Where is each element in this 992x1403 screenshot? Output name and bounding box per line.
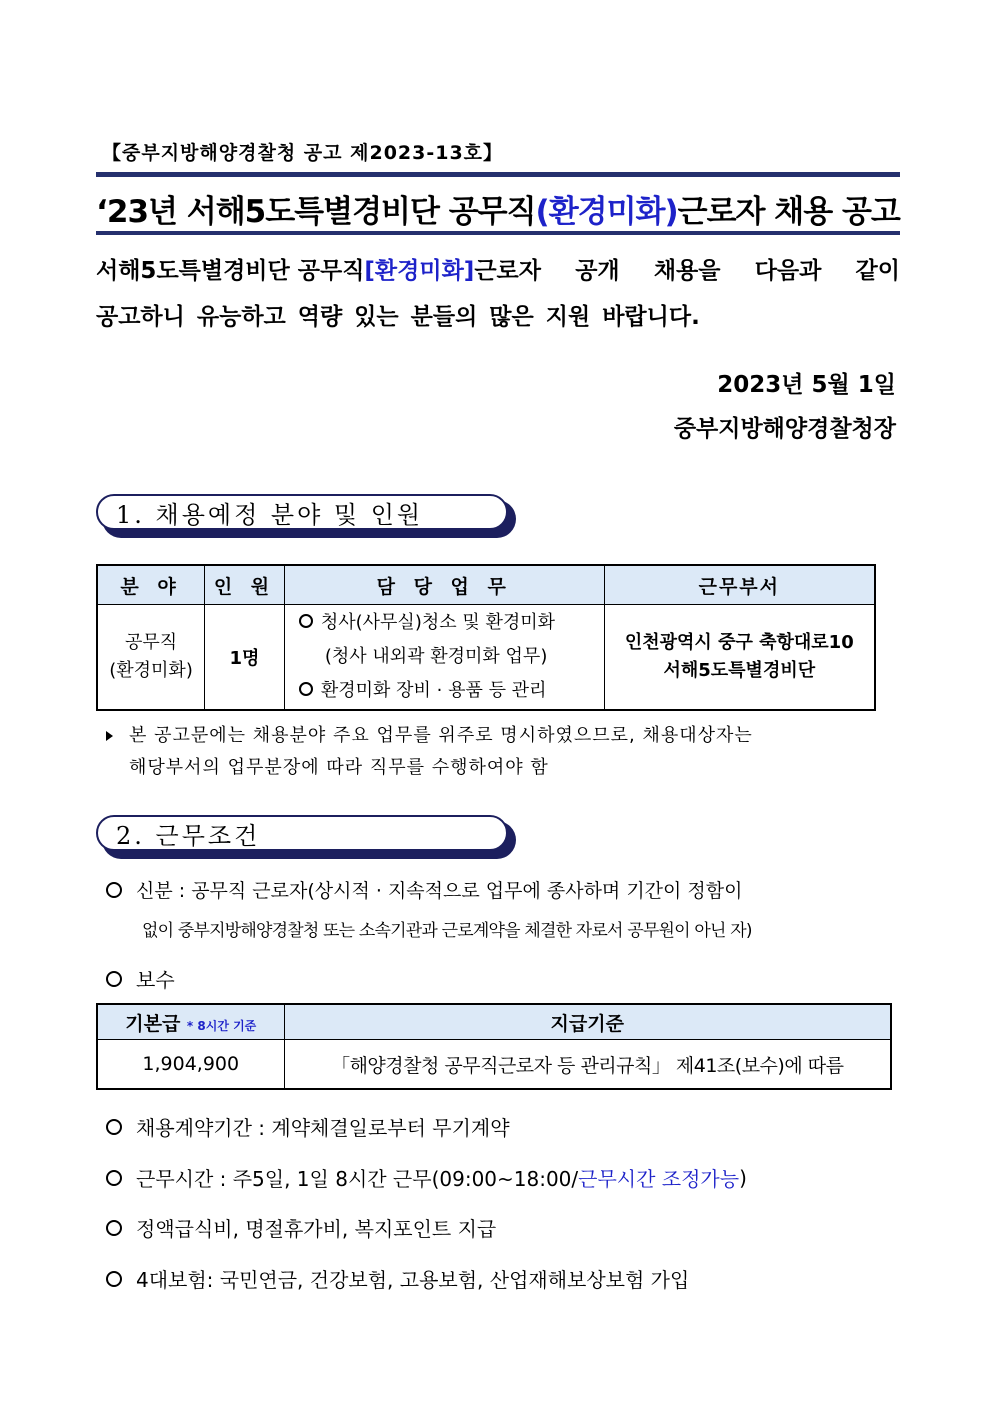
hours-highlight: 근무시간 조정가능 (578, 1167, 740, 1191)
duty-2-text: 환경미화 장비 · 용품 등 관리 (320, 680, 547, 701)
contract-period (106, 1112, 510, 1141)
table-row (97, 605, 875, 711)
table-header-row (97, 565, 875, 605)
duty-1-text: 청사(사무실)청소 및 환경미화 (320, 612, 556, 633)
circle-bullet-icon (299, 682, 313, 696)
notice-number: 【중부지방해양경찰청 공고 제2023-13호】 (102, 142, 504, 164)
duty-1-sub: (청사 내외곽 환경미화 업무) (324, 646, 548, 667)
intro-word: 같이 (855, 258, 900, 284)
field-line-2: (환경미화) (109, 660, 193, 681)
intro-word: 다음과 (754, 258, 822, 284)
cell-field (97, 605, 205, 711)
title-suffix: 근로자 채용 공고 (677, 193, 900, 230)
pay-header-row (97, 1004, 891, 1040)
recruitment-table (96, 564, 876, 711)
intro-line-2: 공고하니 유능하고 역량 있는 분들의 많은 지원 바랍니다. (96, 304, 700, 330)
title-highlight: (환경미화) (535, 193, 678, 230)
issuer: 중부지방해양경찰청장 (673, 416, 896, 442)
benefits-text: 정액급식비, 명절휴가비, 복지포인트 지급 (136, 1217, 497, 1241)
benefits (106, 1213, 496, 1242)
announcement-date: 2023년 5월 1일 (717, 372, 896, 398)
base-pay-value: 1,904,900 (97, 1040, 284, 1090)
title-prefix: ‘23년 서해5도특별경비단 공무직 (96, 193, 536, 230)
pay-label-text: 보수 (136, 968, 175, 992)
note-line-1 (106, 720, 753, 752)
section-2-heading (96, 815, 516, 859)
work-hours (106, 1163, 747, 1192)
note-line-2: 해당부서의 업무분장에 따라 직무를 수행하여야 함 (129, 757, 549, 778)
title-bottom-rule (96, 231, 900, 235)
pay-label (106, 964, 175, 993)
duty-item-2 (299, 674, 603, 708)
circle-bullet-icon (106, 1271, 122, 1287)
pay-table (96, 1003, 892, 1090)
pay-standard-value: 「해양경찰청 공무직근로자 등 관리규칙」 제41조(보수)에 따름 (284, 1040, 891, 1090)
triangle-bullet-icon (106, 731, 113, 741)
section-1-title: 1. 채용예정 분야 및 인원 (96, 494, 508, 530)
intro-word: 채용을 (653, 258, 721, 284)
insurance (106, 1264, 689, 1293)
status-text-1: 신분 : 공무직 근로자(상시적 · 지속적으로 업무에 종사하며 기간이 정함이 (136, 880, 743, 902)
section-1-heading (96, 494, 516, 538)
circle-bullet-icon (106, 1119, 122, 1135)
header-dept: 근무부서 (604, 565, 875, 605)
dept-line-1: 인천광역시 중구 축항대로10 (624, 632, 854, 653)
duty-item-1 (299, 606, 603, 640)
circle-bullet-icon (106, 882, 122, 898)
intro-lead (96, 252, 541, 285)
header-count: 인 원 (205, 565, 285, 605)
intro-word: 공개 (575, 258, 620, 284)
hours-suffix: ) (739, 1165, 747, 1190)
cell-count: 1명 (205, 605, 285, 711)
cell-duty (284, 605, 604, 711)
base-pay-note: * 8시간 기준 (186, 1018, 257, 1033)
section-2-title: 2. 근무조건 (96, 815, 508, 851)
circle-bullet-icon (106, 1170, 122, 1186)
note-text-1: 본 공고문에는 채용분야 주요 업무를 위주로 명시하였으므로, 채용대상자는 (129, 725, 753, 746)
page-title (96, 180, 900, 236)
status-line-1 (106, 876, 742, 903)
field-line-1: 공무직 (124, 632, 178, 653)
status-line-2: 없이 중부지방해양경찰청 또는 소속기관과 근로계약을 체결한 자로서 공무원이 아닌 자) (142, 921, 752, 941)
intro-word: 근로자 (474, 258, 541, 284)
title-top-rule (96, 172, 900, 177)
contract-text: 채용계약기간 : 계약체결일로부터 무기계약 (136, 1116, 510, 1140)
intro-prefix: 서해5도특별경비단 공무직 (96, 258, 365, 284)
hours-prefix: 근무시간 : 주5일, 1일 8시간 근무(09:00~18:00/ (136, 1167, 579, 1191)
header-duty: 담 당 업 무 (284, 565, 604, 605)
pay-row (97, 1040, 891, 1090)
circle-bullet-icon (299, 614, 313, 628)
header-standard: 지급기준 (284, 1004, 891, 1040)
circle-bullet-icon (106, 1220, 122, 1236)
header-base-pay (97, 1004, 284, 1040)
header-field: 분 야 (97, 565, 205, 605)
insurance-text: 4대보험: 국민연금, 건강보험, 고용보험, 산업재해보상보험 가입 (136, 1268, 690, 1292)
intro-highlight: [환경미화] (364, 258, 475, 284)
intro-line-1 (96, 252, 900, 285)
circle-bullet-icon (106, 971, 122, 987)
base-pay-label: 기본급 (125, 1012, 181, 1035)
cell-dept (604, 605, 875, 711)
dept-line-2: 서해5도특별경비단 (663, 660, 816, 681)
